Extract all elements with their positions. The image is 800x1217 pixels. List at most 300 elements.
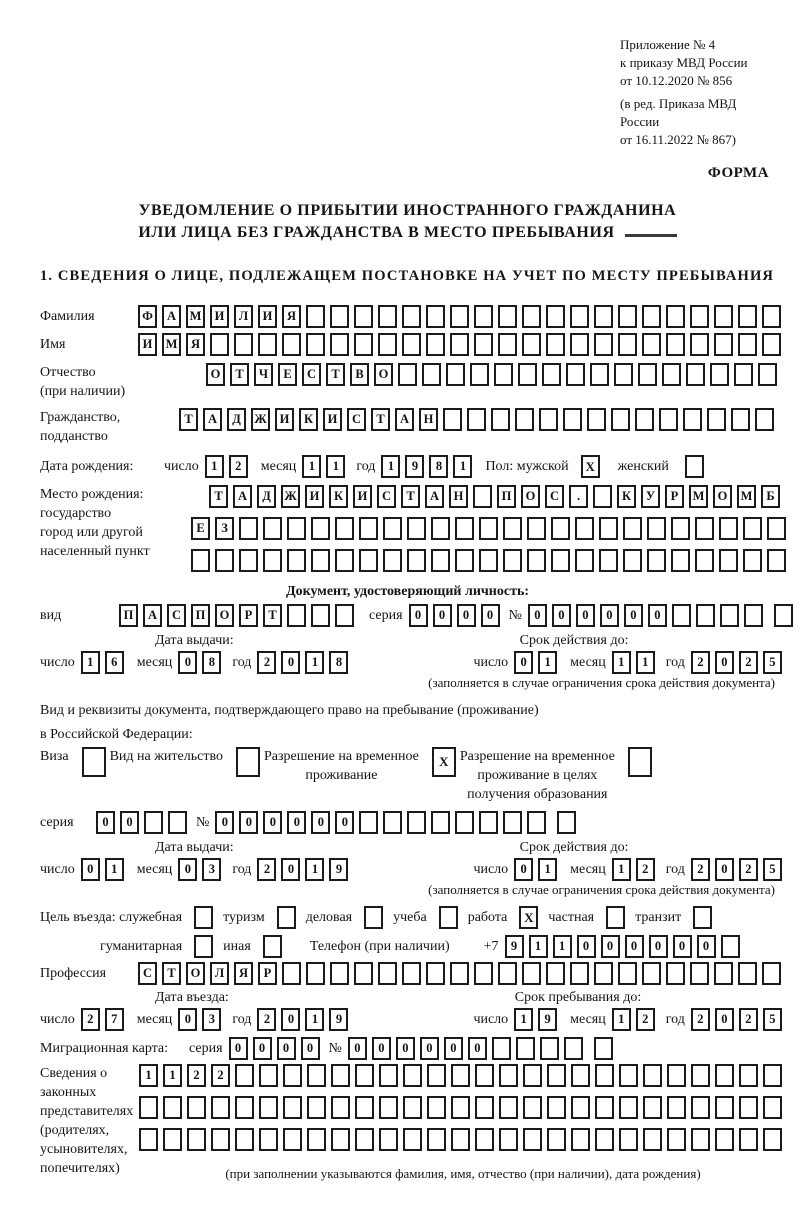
- char-cell[interactable]: [499, 1128, 518, 1151]
- char-cell[interactable]: [667, 1128, 686, 1151]
- char-cell[interactable]: Т: [179, 408, 198, 431]
- char-cell[interactable]: 2: [739, 1008, 758, 1031]
- char-cell[interactable]: 0: [457, 604, 476, 627]
- purpose-private-checkbox[interactable]: [606, 906, 625, 929]
- char-cell[interactable]: С: [347, 408, 366, 431]
- char-cell[interactable]: [163, 1096, 182, 1119]
- char-cell[interactable]: [473, 485, 492, 508]
- char-cell[interactable]: П: [191, 604, 210, 627]
- char-cell[interactable]: 0: [514, 651, 533, 674]
- char-cell[interactable]: [619, 1128, 638, 1151]
- char-cell[interactable]: 2: [187, 1064, 206, 1087]
- char-cell[interactable]: Т: [371, 408, 390, 431]
- residence-permit-checkbox[interactable]: [236, 747, 260, 777]
- char-cell[interactable]: И: [323, 408, 342, 431]
- char-cell[interactable]: [455, 517, 474, 540]
- char-cell[interactable]: [398, 363, 417, 386]
- char-cell[interactable]: [287, 604, 306, 627]
- char-cell[interactable]: 0: [301, 1037, 320, 1060]
- char-cell[interactable]: Я: [186, 333, 205, 356]
- char-cell[interactable]: [714, 962, 733, 985]
- char-cell[interactable]: [355, 1064, 374, 1087]
- char-cell[interactable]: 5: [763, 858, 782, 881]
- char-cell[interactable]: А: [143, 604, 162, 627]
- char-cell[interactable]: [450, 333, 469, 356]
- char-cell[interactable]: [499, 1064, 518, 1087]
- char-cell[interactable]: К: [617, 485, 636, 508]
- char-cell[interactable]: 0: [444, 1037, 463, 1060]
- char-cell[interactable]: [721, 935, 740, 958]
- char-cell[interactable]: [619, 1064, 638, 1087]
- char-cell[interactable]: С: [377, 485, 396, 508]
- char-cell[interactable]: [263, 549, 282, 572]
- char-cell[interactable]: [383, 549, 402, 572]
- char-cell[interactable]: 2: [739, 858, 758, 881]
- char-cell[interactable]: [402, 305, 421, 328]
- char-cell[interactable]: Т: [230, 363, 249, 386]
- char-cell[interactable]: [335, 517, 354, 540]
- char-cell[interactable]: [475, 1064, 494, 1087]
- char-cell[interactable]: Л: [210, 962, 229, 985]
- char-cell[interactable]: 0: [96, 811, 115, 834]
- temporary-residence-education-checkbox[interactable]: [628, 747, 652, 777]
- char-cell[interactable]: [599, 549, 618, 572]
- char-cell[interactable]: [666, 333, 685, 356]
- char-cell[interactable]: 2: [691, 1008, 710, 1031]
- char-cell[interactable]: 1: [305, 858, 324, 881]
- char-cell[interactable]: В: [350, 363, 369, 386]
- char-cell[interactable]: [563, 408, 582, 431]
- char-cell[interactable]: [666, 305, 685, 328]
- char-cell[interactable]: Е: [278, 363, 297, 386]
- char-cell[interactable]: 2: [636, 858, 655, 881]
- char-cell[interactable]: [767, 549, 786, 572]
- purpose-other-checkbox[interactable]: [263, 935, 282, 958]
- char-cell[interactable]: 0: [468, 1037, 487, 1060]
- char-cell[interactable]: [426, 305, 445, 328]
- char-cell[interactable]: [283, 1064, 302, 1087]
- char-cell[interactable]: 0: [600, 604, 619, 627]
- char-cell[interactable]: Р: [239, 604, 258, 627]
- char-cell[interactable]: [306, 962, 325, 985]
- char-cell[interactable]: [564, 1037, 583, 1060]
- char-cell[interactable]: [403, 1096, 422, 1119]
- char-cell[interactable]: [642, 305, 661, 328]
- char-cell[interactable]: [546, 333, 565, 356]
- char-cell[interactable]: [715, 1096, 734, 1119]
- char-cell[interactable]: [738, 305, 757, 328]
- purpose-work-checkbox[interactable]: X: [519, 906, 538, 929]
- char-cell[interactable]: Т: [401, 485, 420, 508]
- char-cell[interactable]: [595, 1096, 614, 1119]
- char-cell[interactable]: [431, 517, 450, 540]
- char-cell[interactable]: [593, 485, 612, 508]
- char-cell[interactable]: [402, 333, 421, 356]
- char-cell[interactable]: 9: [329, 858, 348, 881]
- char-cell[interactable]: [551, 517, 570, 540]
- char-cell[interactable]: 0: [335, 811, 354, 834]
- char-cell[interactable]: [503, 549, 522, 572]
- char-cell[interactable]: 0: [178, 1008, 197, 1031]
- char-cell[interactable]: [623, 549, 642, 572]
- char-cell[interactable]: Ф: [138, 305, 157, 328]
- char-cell[interactable]: [259, 1128, 278, 1151]
- char-cell[interactable]: О: [374, 363, 393, 386]
- char-cell[interactable]: [330, 305, 349, 328]
- char-cell[interactable]: [758, 363, 777, 386]
- char-cell[interactable]: Т: [162, 962, 181, 985]
- char-cell[interactable]: 1: [305, 1008, 324, 1031]
- char-cell[interactable]: [767, 517, 786, 540]
- char-cell[interactable]: [282, 333, 301, 356]
- char-cell[interactable]: [287, 549, 306, 572]
- char-cell[interactable]: [575, 517, 594, 540]
- char-cell[interactable]: 0: [178, 858, 197, 881]
- char-cell[interactable]: 0: [229, 1037, 248, 1060]
- char-cell[interactable]: 3: [202, 858, 221, 881]
- char-cell[interactable]: [755, 408, 774, 431]
- char-cell[interactable]: [455, 549, 474, 572]
- char-cell[interactable]: [431, 549, 450, 572]
- char-cell[interactable]: Р: [258, 962, 277, 985]
- char-cell[interactable]: А: [395, 408, 414, 431]
- char-cell[interactable]: 1: [612, 1008, 631, 1031]
- char-cell[interactable]: Т: [326, 363, 345, 386]
- purpose-business-checkbox[interactable]: [364, 906, 383, 929]
- char-cell[interactable]: 1: [305, 651, 324, 674]
- char-cell[interactable]: [523, 1096, 542, 1119]
- char-cell[interactable]: [378, 962, 397, 985]
- char-cell[interactable]: 1: [553, 935, 572, 958]
- char-cell[interactable]: [163, 1128, 182, 1151]
- char-cell[interactable]: [499, 1096, 518, 1119]
- char-cell[interactable]: [690, 962, 709, 985]
- char-cell[interactable]: [403, 1128, 422, 1151]
- char-cell[interactable]: [671, 549, 690, 572]
- char-cell[interactable]: [691, 1064, 710, 1087]
- char-cell[interactable]: [570, 305, 589, 328]
- char-cell[interactable]: [210, 333, 229, 356]
- char-cell[interactable]: [739, 1128, 758, 1151]
- char-cell[interactable]: [467, 408, 486, 431]
- char-cell[interactable]: 8: [329, 651, 348, 674]
- char-cell[interactable]: 9: [538, 1008, 557, 1031]
- char-cell[interactable]: [503, 517, 522, 540]
- char-cell[interactable]: [619, 1096, 638, 1119]
- char-cell[interactable]: 9: [505, 935, 524, 958]
- char-cell[interactable]: [407, 517, 426, 540]
- char-cell[interactable]: 1: [538, 858, 557, 881]
- char-cell[interactable]: [479, 517, 498, 540]
- char-cell[interactable]: О: [713, 485, 732, 508]
- char-cell[interactable]: [527, 517, 546, 540]
- char-cell[interactable]: 0: [120, 811, 139, 834]
- char-cell[interactable]: [191, 549, 210, 572]
- char-cell[interactable]: [235, 1096, 254, 1119]
- char-cell[interactable]: 0: [420, 1037, 439, 1060]
- char-cell[interactable]: [446, 363, 465, 386]
- char-cell[interactable]: Д: [257, 485, 276, 508]
- char-cell[interactable]: [547, 1096, 566, 1119]
- char-cell[interactable]: [566, 363, 585, 386]
- char-cell[interactable]: [762, 333, 781, 356]
- char-cell[interactable]: Р: [665, 485, 684, 508]
- char-cell[interactable]: [331, 1064, 350, 1087]
- char-cell[interactable]: 1: [612, 651, 631, 674]
- char-cell[interactable]: [402, 962, 421, 985]
- char-cell[interactable]: М: [689, 485, 708, 508]
- char-cell[interactable]: [719, 549, 738, 572]
- char-cell[interactable]: [542, 363, 561, 386]
- char-cell[interactable]: 1: [514, 1008, 533, 1031]
- char-cell[interactable]: [611, 408, 630, 431]
- char-cell[interactable]: [431, 811, 450, 834]
- char-cell[interactable]: [283, 1096, 302, 1119]
- char-cell[interactable]: [738, 333, 757, 356]
- char-cell[interactable]: [330, 962, 349, 985]
- char-cell[interactable]: [547, 1128, 566, 1151]
- char-cell[interactable]: [599, 517, 618, 540]
- char-cell[interactable]: [762, 305, 781, 328]
- char-cell[interactable]: [494, 363, 513, 386]
- char-cell[interactable]: 0: [514, 858, 533, 881]
- char-cell[interactable]: Т: [209, 485, 228, 508]
- char-cell[interactable]: [739, 1064, 758, 1087]
- char-cell[interactable]: [354, 333, 373, 356]
- char-cell[interactable]: [714, 305, 733, 328]
- char-cell[interactable]: П: [497, 485, 516, 508]
- char-cell[interactable]: 0: [253, 1037, 272, 1060]
- char-cell[interactable]: Т: [263, 604, 282, 627]
- char-cell[interactable]: 2: [257, 1008, 276, 1031]
- char-cell[interactable]: [714, 333, 733, 356]
- char-cell[interactable]: [215, 549, 234, 572]
- char-cell[interactable]: [283, 1128, 302, 1151]
- char-cell[interactable]: [443, 408, 462, 431]
- char-cell[interactable]: 1: [326, 455, 345, 478]
- purpose-study-checkbox[interactable]: [439, 906, 458, 929]
- char-cell[interactable]: [235, 1064, 254, 1087]
- char-cell[interactable]: С: [167, 604, 186, 627]
- char-cell[interactable]: [614, 363, 633, 386]
- char-cell[interactable]: [540, 1037, 559, 1060]
- char-cell[interactable]: К: [299, 408, 318, 431]
- char-cell[interactable]: [590, 363, 609, 386]
- char-cell[interactable]: [307, 1128, 326, 1151]
- purpose-humanitarian-checkbox[interactable]: [194, 935, 213, 958]
- char-cell[interactable]: [234, 333, 253, 356]
- char-cell[interactable]: [516, 1037, 535, 1060]
- char-cell[interactable]: М: [737, 485, 756, 508]
- char-cell[interactable]: [354, 305, 373, 328]
- char-cell[interactable]: [647, 517, 666, 540]
- char-cell[interactable]: Е: [191, 517, 210, 540]
- char-cell[interactable]: 0: [649, 935, 668, 958]
- char-cell[interactable]: О: [186, 962, 205, 985]
- char-cell[interactable]: [696, 604, 715, 627]
- char-cell[interactable]: [307, 1064, 326, 1087]
- char-cell[interactable]: [427, 1128, 446, 1151]
- char-cell[interactable]: 0: [281, 651, 300, 674]
- char-cell[interactable]: 2: [257, 651, 276, 674]
- char-cell[interactable]: О: [521, 485, 540, 508]
- char-cell[interactable]: С: [138, 962, 157, 985]
- char-cell[interactable]: [211, 1096, 230, 1119]
- char-cell[interactable]: [539, 408, 558, 431]
- char-cell[interactable]: 8: [202, 651, 221, 674]
- char-cell[interactable]: [695, 517, 714, 540]
- char-cell[interactable]: [474, 333, 493, 356]
- char-cell[interactable]: [522, 962, 541, 985]
- char-cell[interactable]: [259, 1096, 278, 1119]
- char-cell[interactable]: [474, 962, 493, 985]
- char-cell[interactable]: [643, 1096, 662, 1119]
- char-cell[interactable]: 0: [215, 811, 234, 834]
- char-cell[interactable]: [557, 811, 576, 834]
- char-cell[interactable]: 2: [81, 1008, 100, 1031]
- char-cell[interactable]: [642, 962, 661, 985]
- char-cell[interactable]: [475, 1128, 494, 1151]
- char-cell[interactable]: [498, 962, 517, 985]
- char-cell[interactable]: И: [258, 305, 277, 328]
- char-cell[interactable]: 1: [105, 858, 124, 881]
- char-cell[interactable]: [331, 1096, 350, 1119]
- char-cell[interactable]: К: [329, 485, 348, 508]
- char-cell[interactable]: [235, 1128, 254, 1151]
- char-cell[interactable]: [379, 1064, 398, 1087]
- char-cell[interactable]: [618, 305, 637, 328]
- char-cell[interactable]: [427, 1064, 446, 1087]
- char-cell[interactable]: [691, 1096, 710, 1119]
- char-cell[interactable]: 1: [636, 651, 655, 674]
- char-cell[interactable]: [547, 1064, 566, 1087]
- char-cell[interactable]: [594, 333, 613, 356]
- char-cell[interactable]: [259, 1064, 278, 1087]
- char-cell[interactable]: [335, 604, 354, 627]
- char-cell[interactable]: [647, 549, 666, 572]
- char-cell[interactable]: [715, 1064, 734, 1087]
- char-cell[interactable]: [672, 604, 691, 627]
- char-cell[interactable]: [503, 811, 522, 834]
- char-cell[interactable]: [359, 811, 378, 834]
- char-cell[interactable]: 1: [163, 1064, 182, 1087]
- char-cell[interactable]: [168, 811, 187, 834]
- char-cell[interactable]: [359, 517, 378, 540]
- char-cell[interactable]: [523, 1128, 542, 1151]
- char-cell[interactable]: 3: [202, 1008, 221, 1031]
- char-cell[interactable]: [643, 1128, 662, 1151]
- char-cell[interactable]: [594, 1037, 613, 1060]
- char-cell[interactable]: [479, 549, 498, 572]
- char-cell[interactable]: 0: [624, 604, 643, 627]
- char-cell[interactable]: О: [215, 604, 234, 627]
- char-cell[interactable]: 0: [715, 858, 734, 881]
- char-cell[interactable]: [451, 1096, 470, 1119]
- purpose-transit-checkbox[interactable]: [693, 906, 712, 929]
- char-cell[interactable]: [707, 408, 726, 431]
- char-cell[interactable]: [691, 1128, 710, 1151]
- char-cell[interactable]: 1: [538, 651, 557, 674]
- char-cell[interactable]: [239, 517, 258, 540]
- char-cell[interactable]: 0: [311, 811, 330, 834]
- char-cell[interactable]: [470, 363, 489, 386]
- char-cell[interactable]: [774, 604, 793, 627]
- char-cell[interactable]: [139, 1096, 158, 1119]
- char-cell[interactable]: А: [162, 305, 181, 328]
- char-cell[interactable]: Л: [234, 305, 253, 328]
- char-cell[interactable]: [715, 1128, 734, 1151]
- char-cell[interactable]: [354, 962, 373, 985]
- char-cell[interactable]: [383, 811, 402, 834]
- char-cell[interactable]: 2: [257, 858, 276, 881]
- char-cell[interactable]: 5: [763, 1008, 782, 1031]
- char-cell[interactable]: [762, 962, 781, 985]
- char-cell[interactable]: [359, 549, 378, 572]
- char-cell[interactable]: 1: [139, 1064, 158, 1087]
- char-cell[interactable]: [455, 811, 474, 834]
- char-cell[interactable]: [498, 305, 517, 328]
- char-cell[interactable]: 2: [636, 1008, 655, 1031]
- char-cell[interactable]: [523, 1064, 542, 1087]
- char-cell[interactable]: [311, 517, 330, 540]
- char-cell[interactable]: [139, 1128, 158, 1151]
- char-cell[interactable]: 0: [239, 811, 258, 834]
- char-cell[interactable]: [642, 333, 661, 356]
- char-cell[interactable]: С: [545, 485, 564, 508]
- char-cell[interactable]: [743, 549, 762, 572]
- char-cell[interactable]: 0: [715, 651, 734, 674]
- char-cell[interactable]: А: [425, 485, 444, 508]
- char-cell[interactable]: 0: [577, 935, 596, 958]
- char-cell[interactable]: [522, 305, 541, 328]
- char-cell[interactable]: [570, 333, 589, 356]
- char-cell[interactable]: [666, 962, 685, 985]
- char-cell[interactable]: [635, 408, 654, 431]
- char-cell[interactable]: И: [353, 485, 372, 508]
- char-cell[interactable]: 7: [105, 1008, 124, 1031]
- char-cell[interactable]: И: [305, 485, 324, 508]
- char-cell[interactable]: [355, 1128, 374, 1151]
- char-cell[interactable]: [551, 549, 570, 572]
- char-cell[interactable]: [659, 408, 678, 431]
- char-cell[interactable]: [618, 962, 637, 985]
- char-cell[interactable]: 0: [372, 1037, 391, 1060]
- char-cell[interactable]: П: [119, 604, 138, 627]
- female-checkbox[interactable]: [685, 455, 704, 478]
- char-cell[interactable]: 0: [433, 604, 452, 627]
- char-cell[interactable]: [518, 363, 537, 386]
- char-cell[interactable]: 0: [409, 604, 428, 627]
- char-cell[interactable]: [595, 1064, 614, 1087]
- char-cell[interactable]: [595, 1128, 614, 1151]
- char-cell[interactable]: А: [233, 485, 252, 508]
- purpose-official-checkbox[interactable]: [194, 906, 213, 929]
- char-cell[interactable]: [407, 549, 426, 572]
- char-cell[interactable]: 0: [601, 935, 620, 958]
- char-cell[interactable]: З: [215, 517, 234, 540]
- char-cell[interactable]: 2: [229, 455, 248, 478]
- char-cell[interactable]: [187, 1096, 206, 1119]
- char-cell[interactable]: [335, 549, 354, 572]
- char-cell[interactable]: Д: [227, 408, 246, 431]
- char-cell[interactable]: [743, 517, 762, 540]
- char-cell[interactable]: [638, 363, 657, 386]
- purpose-tourism-checkbox[interactable]: [277, 906, 296, 929]
- char-cell[interactable]: 0: [576, 604, 595, 627]
- char-cell[interactable]: О: [206, 363, 225, 386]
- char-cell[interactable]: Б: [761, 485, 780, 508]
- char-cell[interactable]: Н: [449, 485, 468, 508]
